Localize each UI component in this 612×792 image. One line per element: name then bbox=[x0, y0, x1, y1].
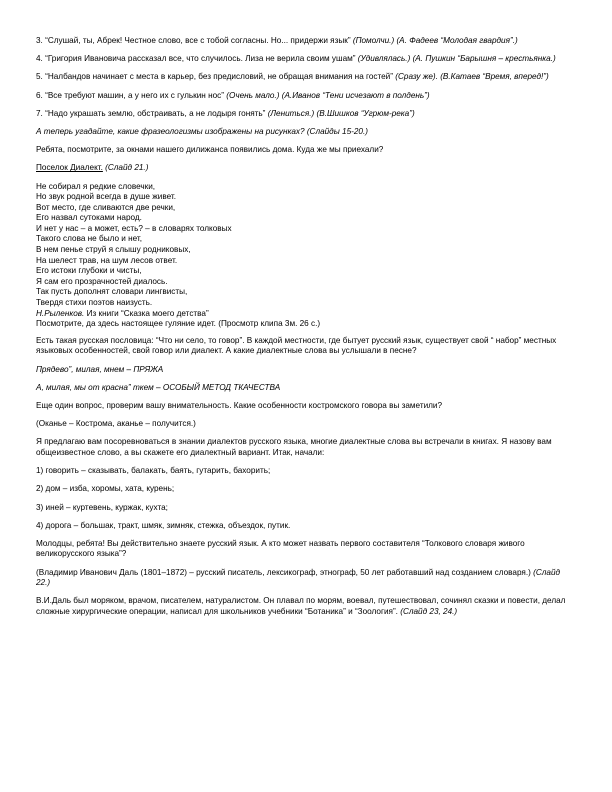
quote-7: 7. “Надо украшать землю, обстраивать, а не лодыря гонять” (Лениться.) (В.Шишков “Угрюм-река”) bbox=[36, 108, 415, 118]
dialect-italic-1: Прядево”, милая, мнем – ПРЯЖА bbox=[36, 364, 164, 374]
list-item: 2) дом – изба, хоромы, хата, курень; bbox=[36, 484, 175, 494]
poem-line: Но звук родной всегда в душе живет. bbox=[36, 192, 176, 202]
poem-line: На шелест трав, на шум лесов ответ. bbox=[36, 255, 178, 265]
praise-paragraph: Молодцы, ребята! Вы действительно знаете русский язык. А кто может назвать первого составителя “Толкового словаря живого великорусского языка”? bbox=[36, 538, 525, 559]
phraseology-question: А теперь угадайте, какие фразеологизмы изображены на рисунках? (Слайды 15-20.) bbox=[36, 126, 368, 136]
section-heading: Поселок Диалект. (Слайд 21.) bbox=[36, 163, 149, 173]
dal-paragraph: (Владимир Иванович Даль (1801–1872) – русский писатель, лексикограф, этнограф, 50 лет работавший над созданием словаря.) (Слайд 22.) bbox=[36, 567, 561, 588]
poem-line: Его истоки глубоки и чисты, bbox=[36, 266, 142, 276]
poem bbox=[36, 182, 576, 330]
competition-offer: Я предлагаю вам посоревноваться в знании диалектов русского языка, многие диалектные слова вы встречали в книгах. Я назову вам общеизвестное слово, а вы скажете его диалектный вариант. Итак, начали: bbox=[36, 437, 552, 457]
poem-line: Твердя стихи поэтов наизусть. bbox=[36, 298, 153, 308]
list-item: 1) говорить – сказывать, балакать, баять, гутарить, бахорить; bbox=[36, 466, 271, 476]
quote-4: 4. “Григория Ивановичa рассказал все, что случилось. Лиза не верила своим ушам” (Удивлялась.) (А. Пушкин “Барышня – крестьянка.) bbox=[36, 54, 556, 64]
dal-bio-paragraph: В.И.Даль был моряком, врачом, писателем, натуралистом. Он плавал по морям, воевал, путешествовал, сочинял сказки и повести, делал сложные хирургические операции, написал для школьников учебники “Ботаника” и “Зоология”. (Слайд 23, 24.) bbox=[36, 596, 566, 617]
poem-line: Я сам его прозрачностей диалось. bbox=[36, 276, 168, 286]
quote-3: 3. “Слушай, ты, Абрек! Честное слово, все с тобой согласны. Но... придержи язык” (Помолчи.) (А. Фадеев “Молодая гвардия”.) bbox=[36, 36, 518, 45]
list-item: 4) дорога – большак, тракт, шмяк, зимняк, стежка, объездок, путик. bbox=[36, 520, 291, 530]
poem-line: Не собирал я редкие словечки, bbox=[36, 181, 156, 191]
attention-question: Еще один вопрос, проверим вашу внимательность. Какие особенности костромского говора вы заметили? bbox=[36, 400, 443, 410]
dialect-list bbox=[36, 466, 576, 531]
poem-line: В нем пенье струй я слышу родниковых, bbox=[36, 245, 191, 255]
poem-line: Такого слова не было и нет, bbox=[36, 234, 143, 244]
document-body bbox=[36, 36, 576, 625]
arrival-question: Ребята, посмотрите, за окнами нашего дилижанса появились дома. Куда же мы приехали? bbox=[36, 145, 384, 155]
poem-line: Так пусть дополнят словари лингвисты, bbox=[36, 287, 188, 297]
poem-line: И нет у нас – а может, есть? – в словарях толковых bbox=[36, 223, 232, 233]
quote-5: 5. “Налбандов начинает с места в карьер, без предисловий, не обращая внимания на гостей” (Сразу же). (В.Катаев “Время, вперед!”) bbox=[36, 72, 549, 82]
okane-answer: (Оканье – Кострома, аканье – получится.) bbox=[36, 419, 196, 429]
list-item: 3) иней – куртевень, куржак, кухта; bbox=[36, 502, 168, 512]
poem-attribution: Н.Рыленков. Из книги “Сказка моего детства” bbox=[36, 308, 209, 318]
poem-line: Вот место, где сливаются две речки, bbox=[36, 202, 176, 212]
dialect-italic-2: А, милая, мы от красна” ткем – ОСОБЫЙ МЕТОД ТКАЧЕСТВА bbox=[36, 382, 281, 392]
quote-6: 6. “Все требуют машин, а у него их с гулькин нос” (Очень мало.) (А.Иванов “Тени исчезают в полдень”) bbox=[36, 90, 430, 100]
proverb-paragraph: Есть такая русская пословица: “Что ни село, то говор”. В каждой местности, где бытует русский язык, существует свой “ набор” местных языковых особенностей, свой говор или диалект. А какие диалектные слова вы услышали в песне? bbox=[36, 335, 557, 356]
poem-after: Посмотрите, да здесь настоящее гуляние идет. (Просмотр клипа 3м. 26 с.) bbox=[36, 319, 321, 329]
poem-line: Его назвал сутоками народ. bbox=[36, 213, 142, 223]
